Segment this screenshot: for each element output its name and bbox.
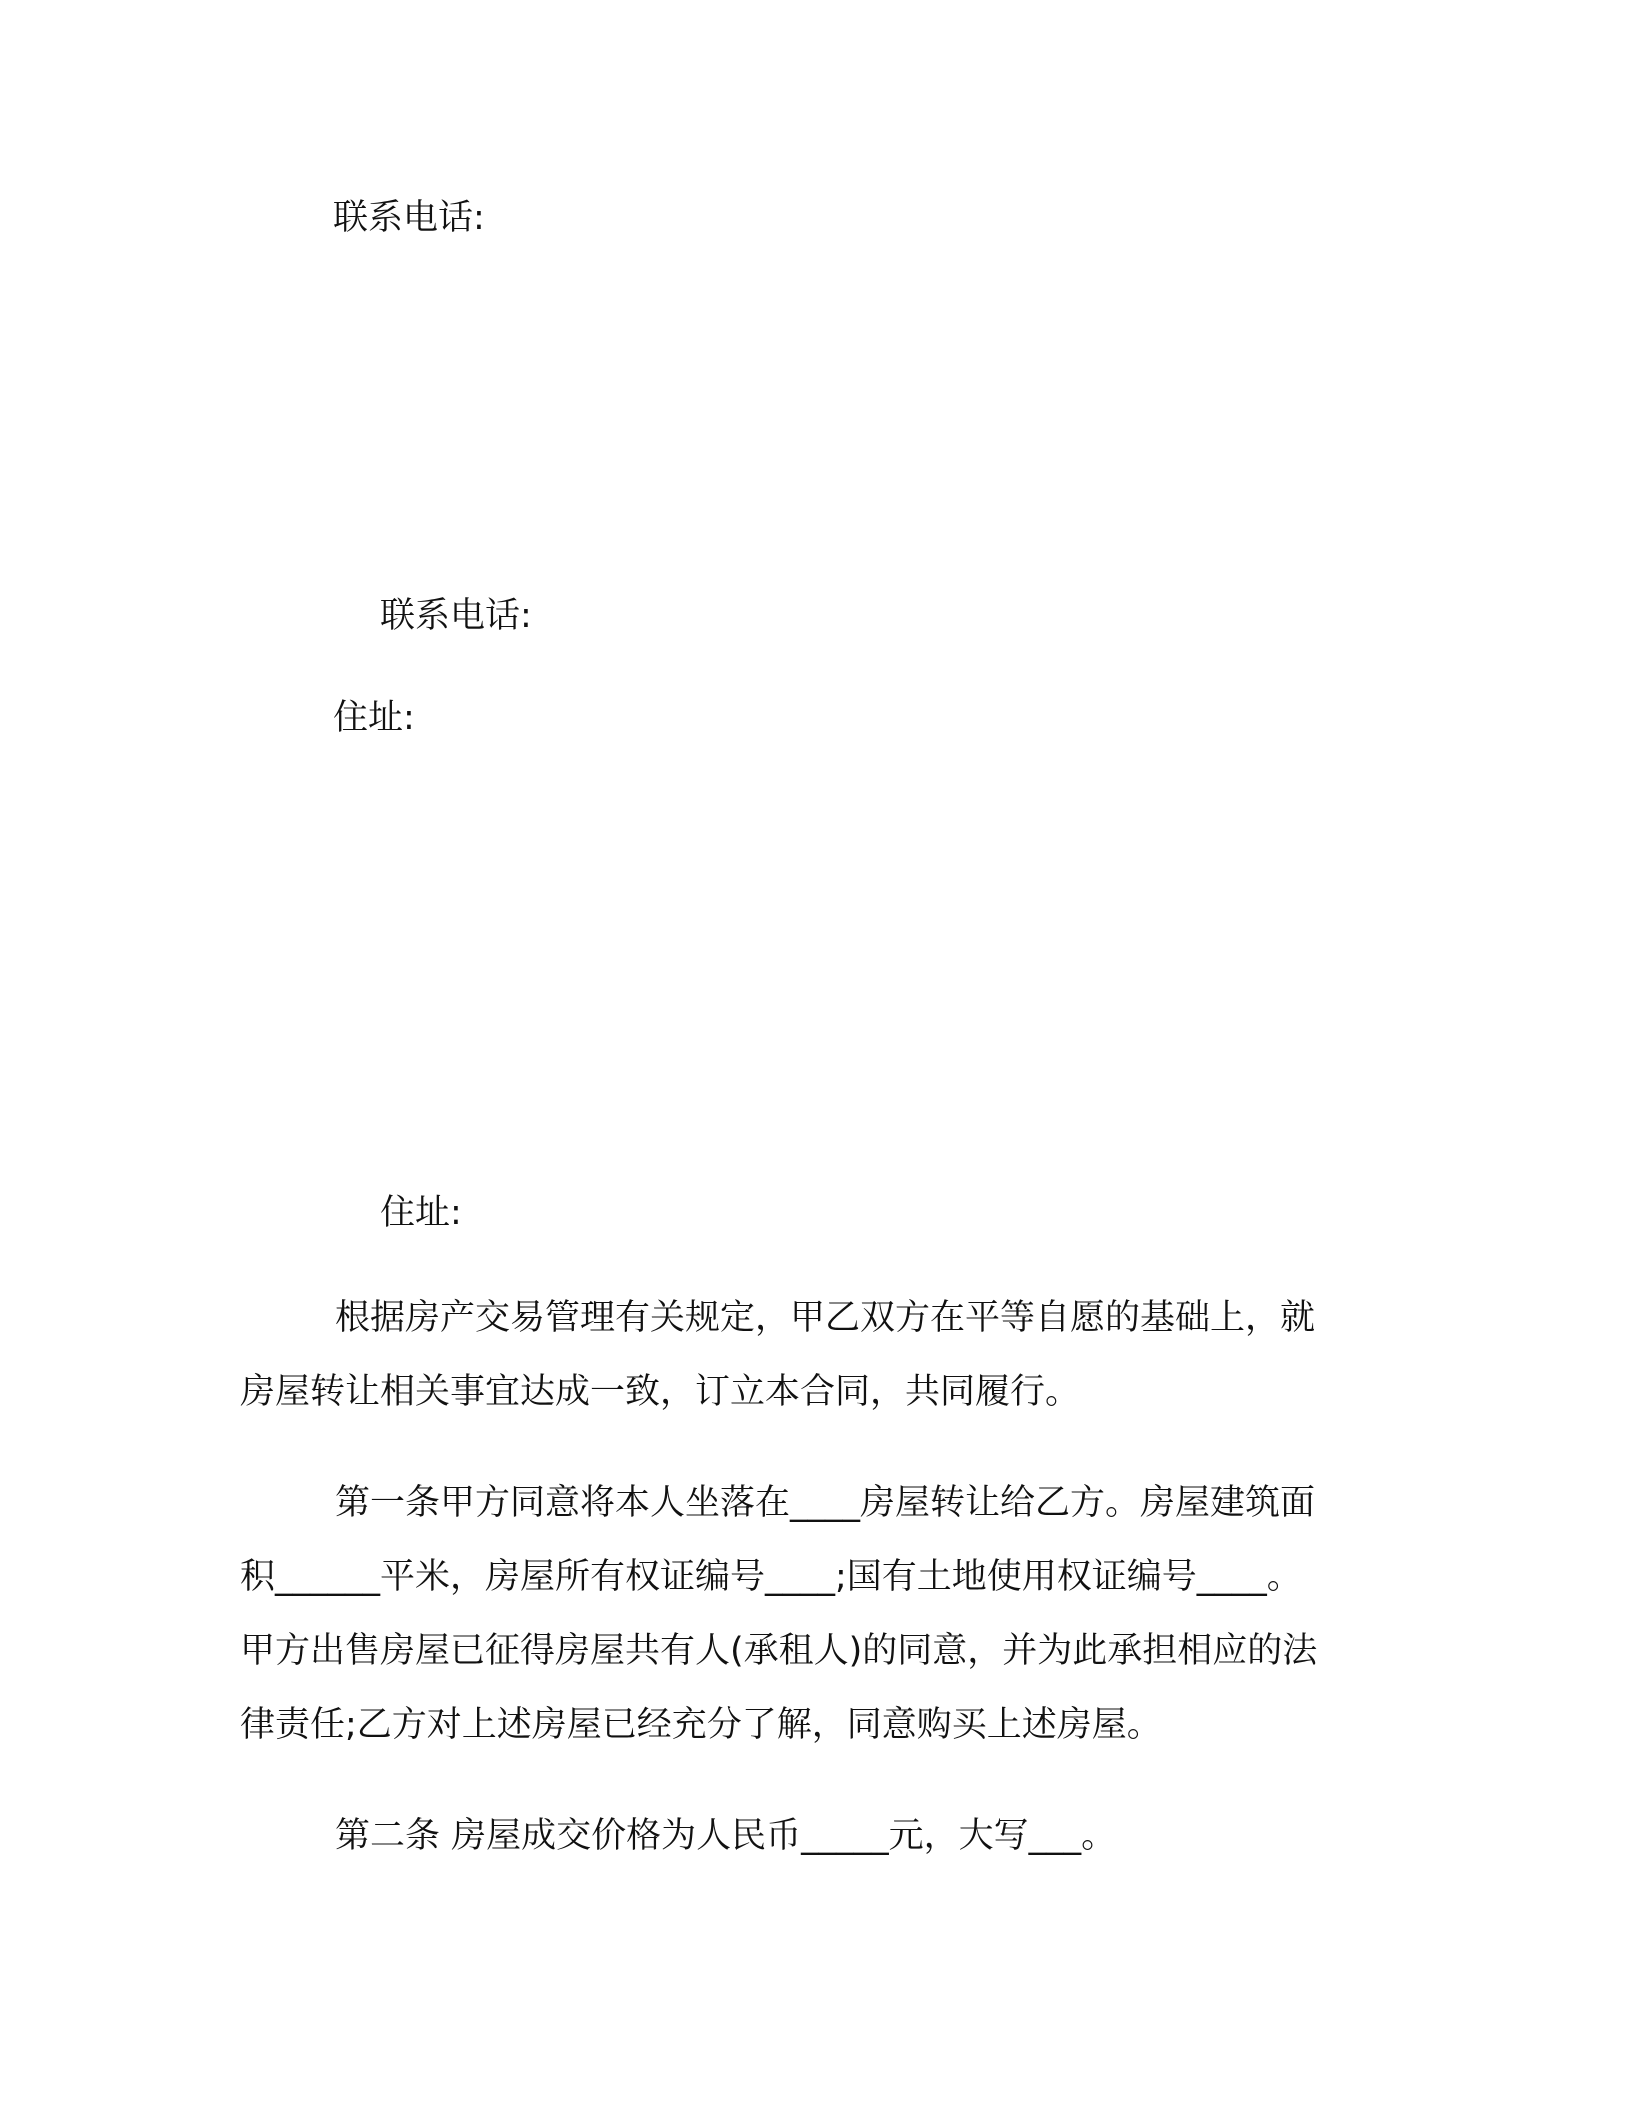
contact-phone-label-1: 联系电话: bbox=[333, 198, 485, 238]
intro-paragraph bbox=[240, 1281, 1390, 1429]
article-1-paragraph bbox=[240, 1466, 1390, 1762]
intro-line-2: 房屋转让相关事宜达成一致，订立本合同，共同履行。 bbox=[240, 1372, 1081, 1412]
article-1-line-4: 律责任;乙方对上述房屋已经充分了解，同意购买上述房屋。 bbox=[240, 1705, 1162, 1745]
address-label-1: 住址: bbox=[333, 698, 415, 738]
article-1-line-1: 第一条甲方同意将本人坐落在____房屋转让给乙方。房屋建筑面 bbox=[335, 1483, 1316, 1523]
contact-phone-label-2: 联系电话: bbox=[380, 596, 532, 636]
article-2-paragraph bbox=[240, 1799, 1390, 1873]
article-2-line-1: 第二条 房屋成交价格为人民币_____元，大写___。 bbox=[335, 1816, 1117, 1856]
intro-line-1: 根据房产交易管理有关规定，甲乙双方在平等自愿的基础上，就 bbox=[335, 1298, 1316, 1338]
article-1-line-2: 积______平米，房屋所有权证编号____;国有土地使用权证编号____。 bbox=[240, 1557, 1302, 1597]
article-1-line-3: 甲方出售房屋已征得房屋共有人(承租人)的同意，并为此承担相应的法 bbox=[240, 1631, 1318, 1671]
address-label-2: 住址: bbox=[380, 1193, 462, 1233]
